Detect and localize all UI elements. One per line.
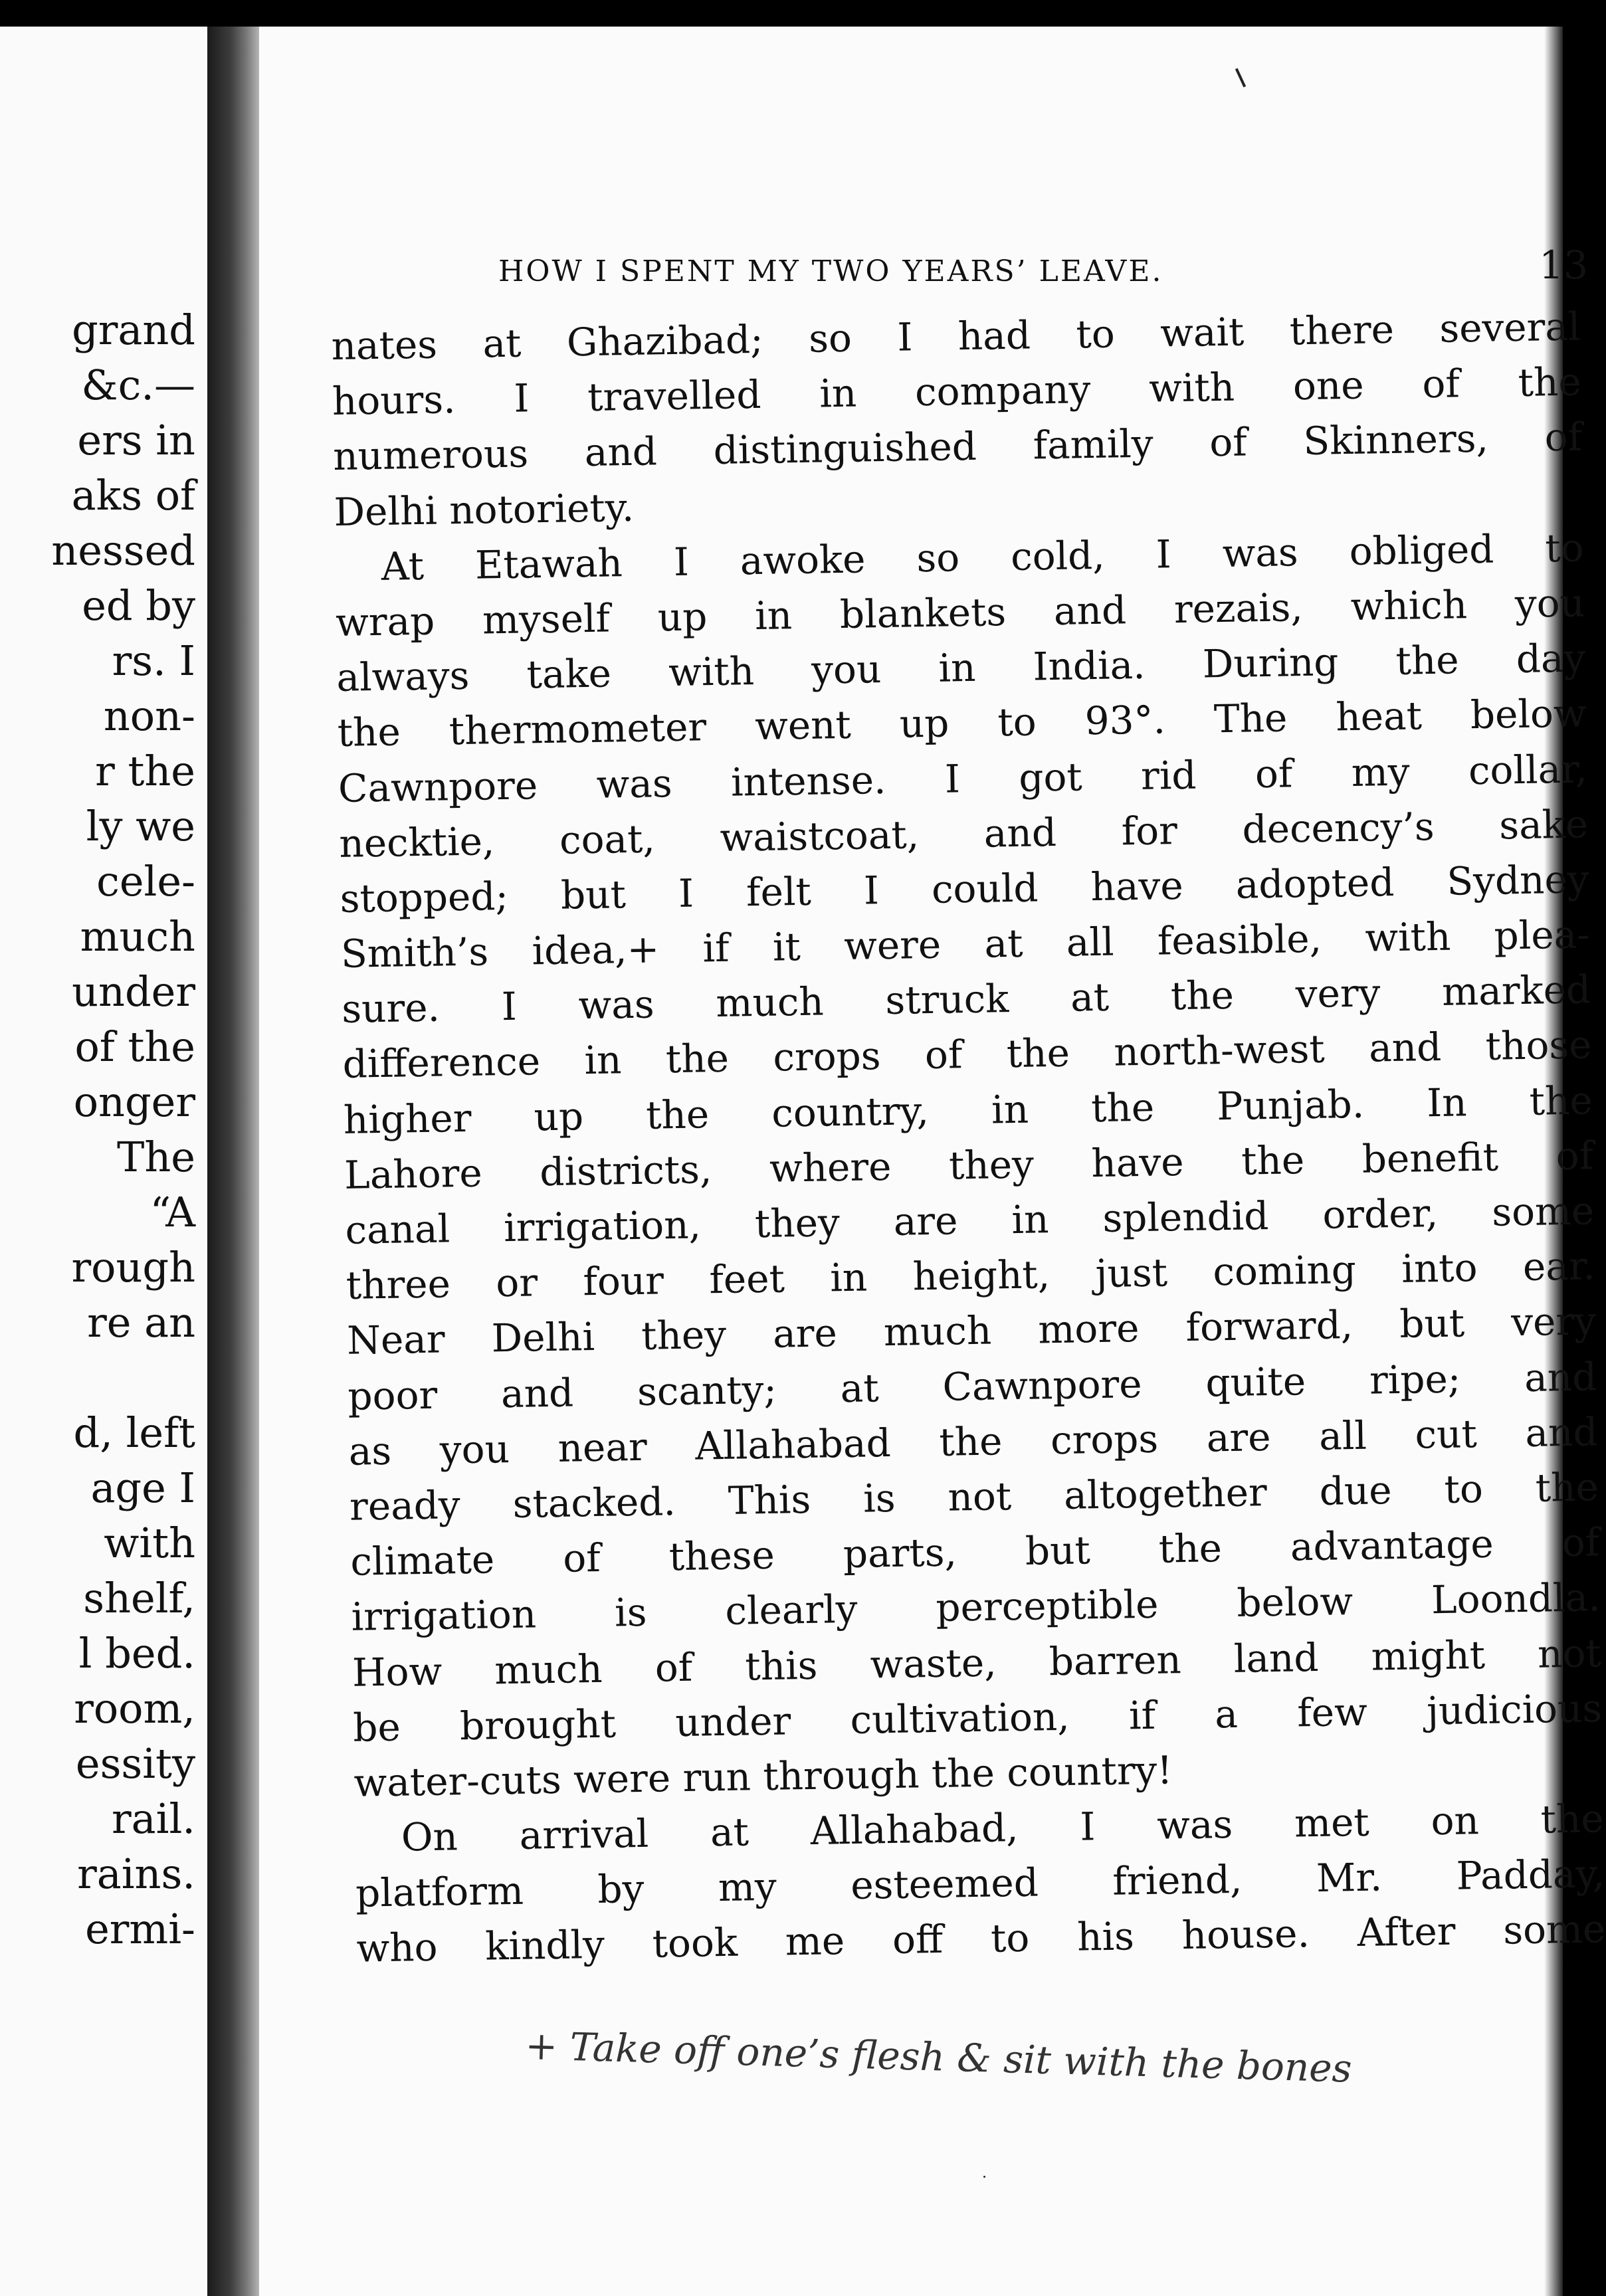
text-line: water-cuts were run through the country! bbox=[353, 1747, 1173, 1806]
text-line: as you near Allahabad the crops are all cut and bbox=[348, 1409, 1599, 1474]
text-line: difference in the crops of the north-west and those bbox=[342, 1022, 1592, 1088]
left-page-line: The bbox=[117, 1133, 195, 1181]
left-page-line: “A bbox=[150, 1188, 195, 1236]
left-page-line: shelf, bbox=[83, 1574, 195, 1622]
left-page-line: of the bbox=[74, 1022, 195, 1071]
left-page-line: non- bbox=[103, 692, 195, 740]
text-line: climate of these parts, but the advantage of bbox=[350, 1519, 1600, 1584]
left-page-line: grand bbox=[72, 306, 195, 354]
left-page-line: ermi- bbox=[85, 1905, 195, 1953]
left-page-line: rail. bbox=[112, 1794, 195, 1843]
text-line: numerous and distinguished family of Skinners, of bbox=[332, 414, 1583, 480]
left-page-line: rough bbox=[71, 1243, 195, 1292]
left-page-line: &c.— bbox=[81, 361, 195, 409]
left-page-line: essity bbox=[75, 1739, 195, 1788]
text-line: sure. I was much struck at the very marked bbox=[341, 967, 1591, 1032]
text-line: canal irrigation, they are in splendid order, some bbox=[345, 1188, 1595, 1253]
text-line: be brought under cultivation, if a few judicious bbox=[352, 1685, 1603, 1751]
paper-speck bbox=[983, 2176, 985, 2178]
text-line: nates at Ghazibad; so I had to wait there several bbox=[331, 304, 1581, 369]
left-page-line: age I bbox=[90, 1464, 195, 1512]
left-page-line: nessed bbox=[51, 526, 195, 575]
left-page-line: l bed. bbox=[78, 1629, 195, 1677]
right-page bbox=[259, 27, 1606, 2296]
left-page-line: ed by bbox=[82, 581, 195, 630]
text-line: who kindly took me off to his house. After some bbox=[356, 1906, 1606, 1972]
left-page-line: d, left bbox=[73, 1408, 195, 1457]
handwritten-annotation: + Take off one’s flesh & sit with the bones bbox=[524, 2023, 1353, 2091]
text-line: the thermometer went up to 93°. The heat below bbox=[337, 690, 1587, 756]
text-line: three or four feet in height, just coming into ear. bbox=[346, 1243, 1596, 1309]
left-page-line: rains. bbox=[77, 1850, 195, 1898]
text-line: necktie, coat, waistcoat, and for decency’s sake bbox=[338, 801, 1589, 866]
text-line: poor and scanty; at Cawnpore quite ripe; and bbox=[347, 1353, 1597, 1419]
text-line: wrap myself up in blankets and rezais, which you bbox=[335, 580, 1585, 645]
running-header bbox=[498, 242, 1588, 302]
paper-speck bbox=[1235, 68, 1246, 88]
text-line: Near Delhi they are much more forward, but very bbox=[346, 1298, 1597, 1364]
text-line: On arrival at Allahabad, I was met on the bbox=[401, 1796, 1605, 1860]
text-line: higher up the country, in the Punjab. In the bbox=[343, 1077, 1593, 1143]
page-number: 13 bbox=[1539, 242, 1588, 288]
left-page-line: under bbox=[72, 967, 195, 1016]
text-line: hours. I travelled in company with one of the bbox=[332, 359, 1582, 425]
left-page-line: cele- bbox=[96, 857, 195, 906]
text-line: Lahore districts, where they have the benefit of bbox=[344, 1133, 1594, 1198]
left-page-line: r the bbox=[95, 747, 195, 795]
running-title: HOW I SPENT MY TWO YEARS’ LEAVE. bbox=[498, 254, 1163, 288]
left-page-line: much bbox=[80, 912, 195, 961]
text-line: ready stacked. This is not altogether due to the bbox=[349, 1464, 1599, 1529]
text-line: At Etawah I awoke so cold, I was obliged to bbox=[381, 525, 1585, 589]
left-page-line: ers in bbox=[77, 416, 195, 464]
text-line: platform by my esteemed friend, Mr. Padday, bbox=[355, 1851, 1605, 1916]
text-line: always take with you in India. During the day bbox=[336, 635, 1586, 701]
left-page-line: aks of bbox=[71, 471, 195, 520]
left-page-fragment bbox=[0, 27, 207, 2296]
text-line: Smith’s idea,+ if it were at all feasible, with plea- bbox=[340, 911, 1591, 977]
left-page-line: room, bbox=[74, 1684, 195, 1733]
left-page-line: ly we bbox=[86, 802, 195, 850]
text-line: Cawnpore was intense. I got rid of my collar, bbox=[338, 745, 1588, 811]
left-page-line: with bbox=[104, 1519, 195, 1567]
text-line: stopped; but I felt I could have adopted Sydney bbox=[340, 856, 1590, 921]
text-line: irrigation is clearly perceptible below Loondla. bbox=[351, 1575, 1601, 1640]
body-text bbox=[331, 299, 1606, 1976]
left-page-line: onger bbox=[73, 1078, 195, 1126]
text-line: How much of this waste, barren land might not bbox=[351, 1630, 1602, 1695]
left-page-line: rs. I bbox=[112, 636, 195, 685]
book-gutter bbox=[207, 27, 259, 2296]
text-line: Delhi notoriety. bbox=[334, 484, 635, 535]
left-page-line: re an bbox=[87, 1298, 195, 1347]
